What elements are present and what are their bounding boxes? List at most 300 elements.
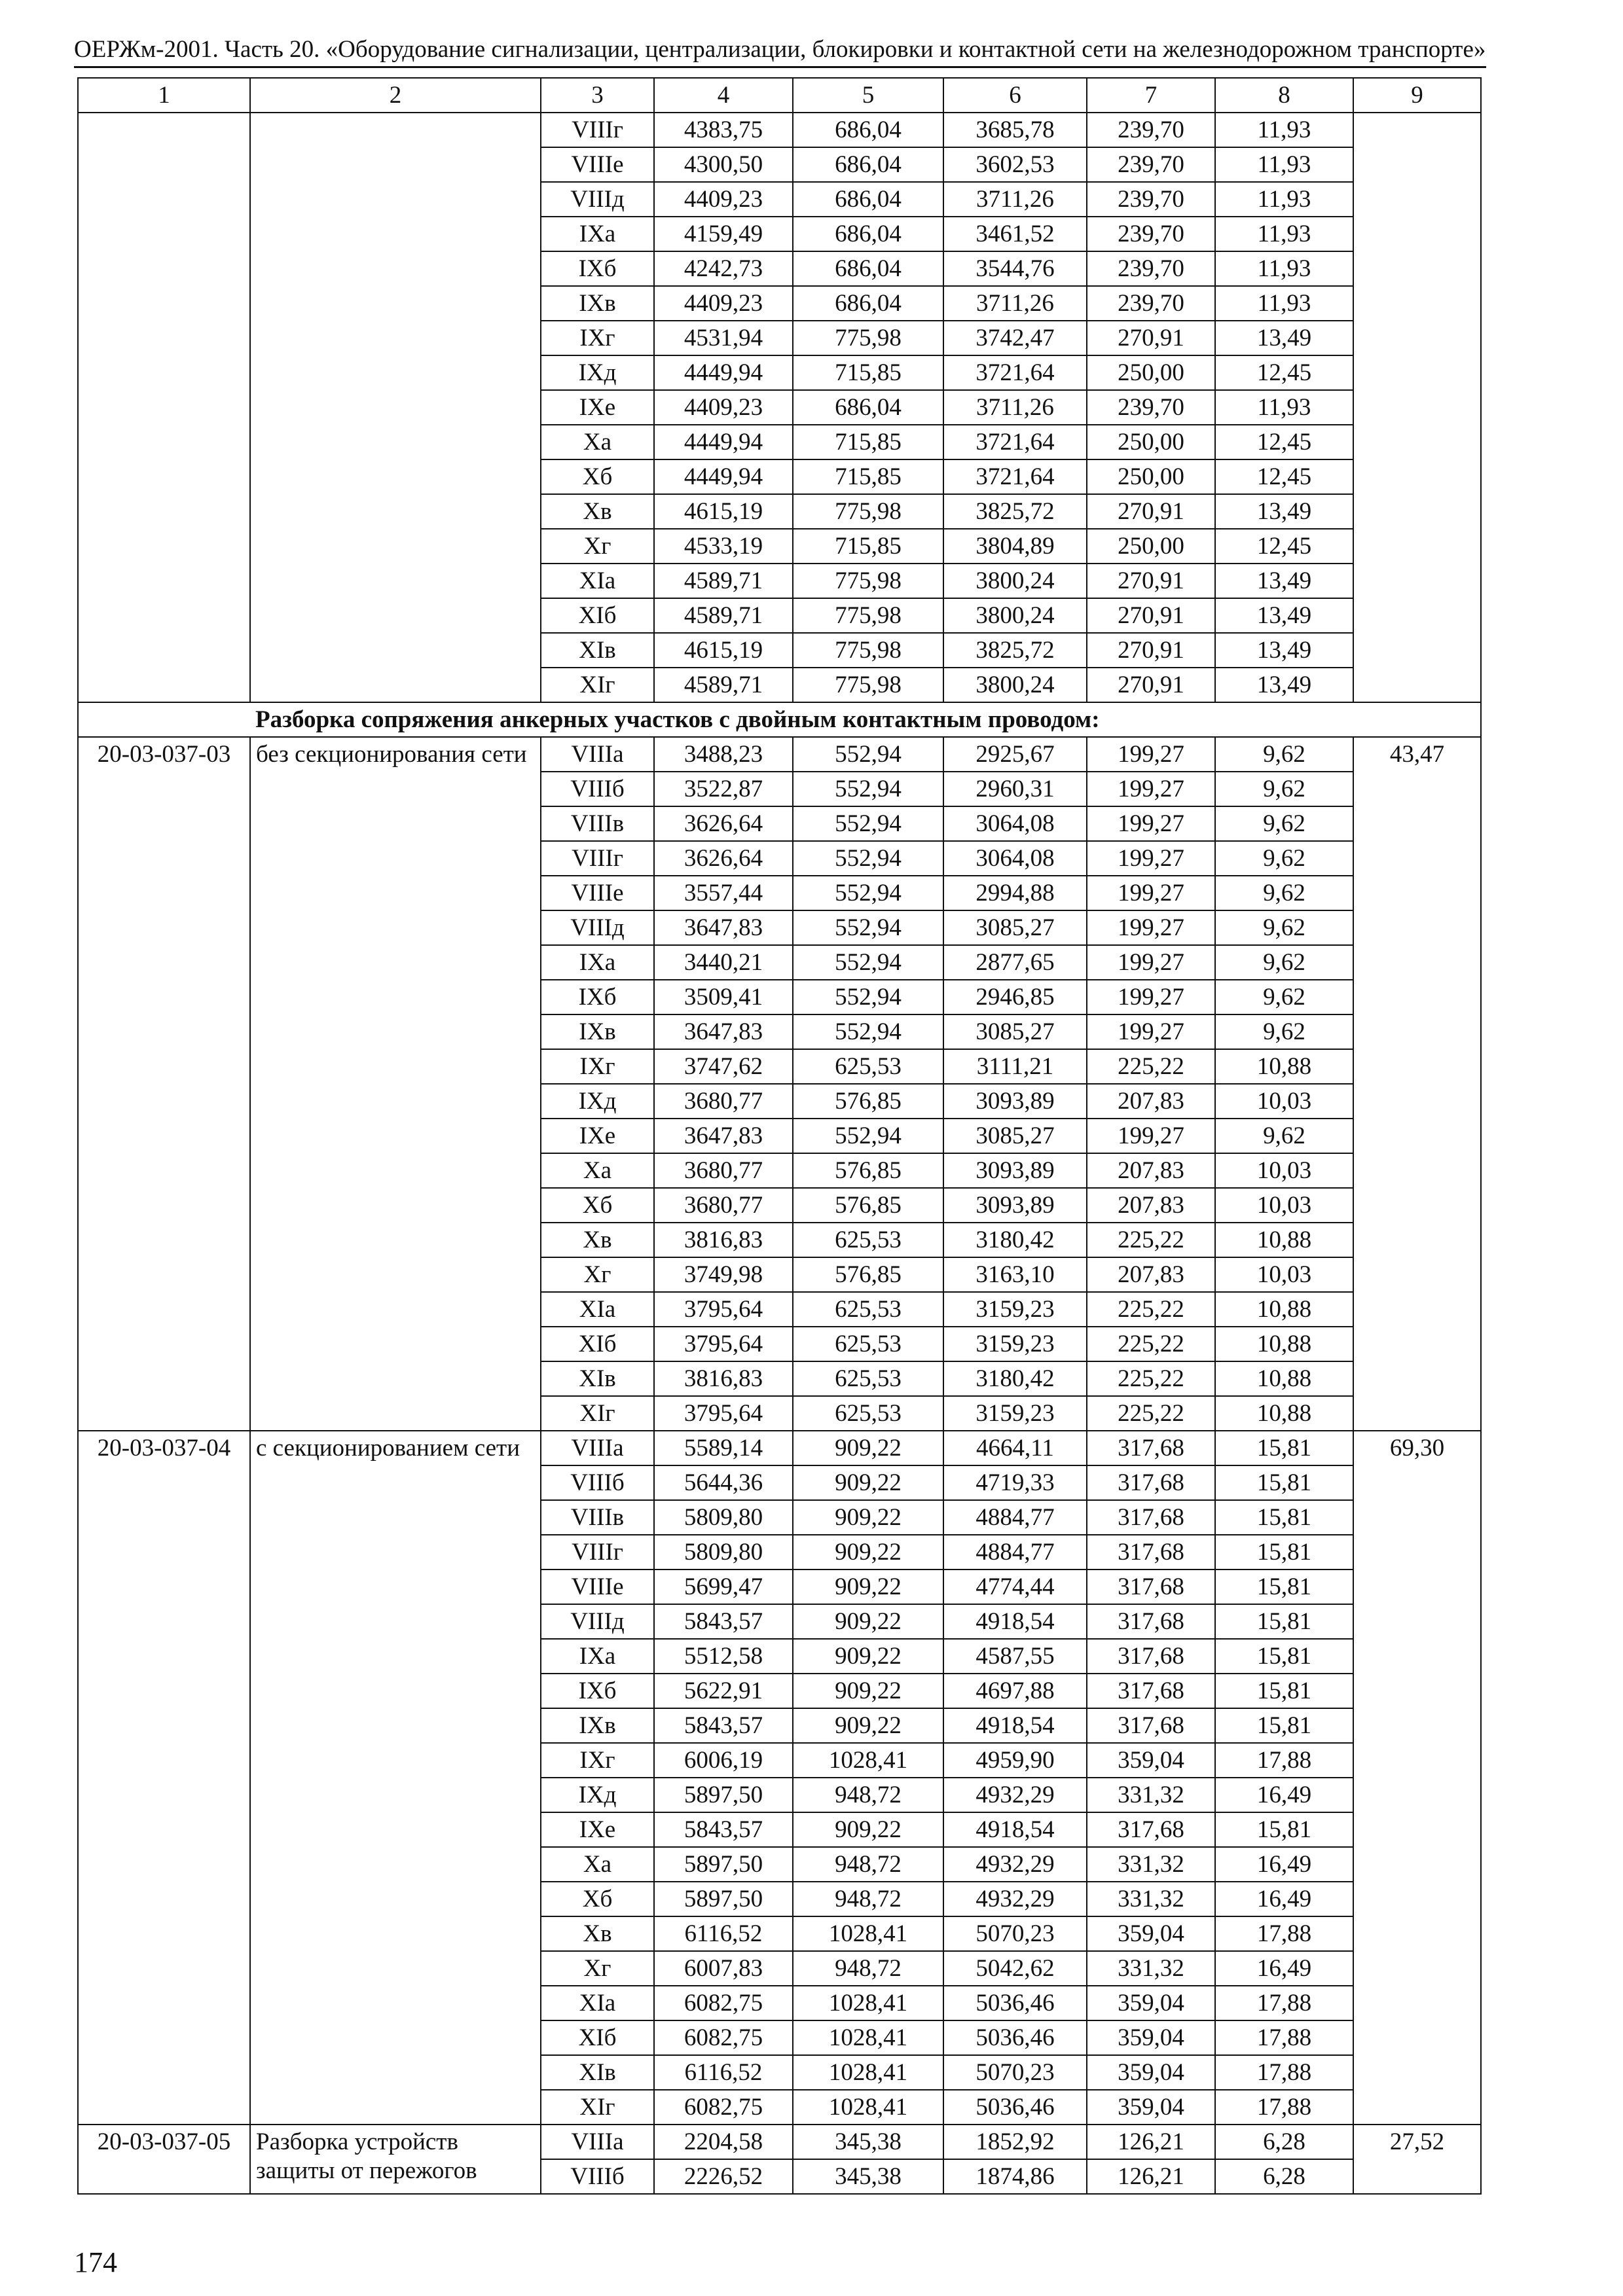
- materials-cell: 17,88: [1215, 2055, 1353, 2090]
- wind-region-cell: VIIIг: [541, 113, 654, 147]
- table-row: [78, 113, 1481, 147]
- wind-region-cell: VIIIе: [541, 876, 654, 910]
- machine-cost-cell: 4774,44: [943, 1570, 1087, 1604]
- total-cost-cell: 4409,23: [654, 390, 793, 425]
- wages-cell: 625,53: [793, 1361, 943, 1396]
- materials-cell: 15,81: [1215, 1465, 1353, 1500]
- wages-cell: 775,98: [793, 633, 943, 668]
- machinist-wages-cell: 239,70: [1087, 147, 1215, 182]
- wind-region-cell: Xг: [541, 529, 654, 564]
- machine-cost-cell: 4587,55: [943, 1639, 1087, 1674]
- total-cost-cell: 3816,83: [654, 1223, 793, 1257]
- machine-cost-cell: 3159,23: [943, 1396, 1087, 1431]
- wind-region-cell: IXа: [541, 945, 654, 980]
- wages-cell: 576,85: [793, 1153, 943, 1188]
- materials-cell: 13,49: [1215, 321, 1353, 355]
- machine-cost-cell: 5036,46: [943, 1986, 1087, 2020]
- wind-region-cell: VIIIб: [541, 2159, 654, 2194]
- materials-cell: 16,49: [1215, 1778, 1353, 1812]
- materials-cell: 17,88: [1215, 1743, 1353, 1778]
- wages-cell: 625,53: [793, 1292, 943, 1327]
- materials-cell: 6,28: [1215, 2125, 1353, 2159]
- total-cost-cell: 5809,80: [654, 1500, 793, 1535]
- total-cost-cell: 3680,77: [654, 1153, 793, 1188]
- wind-region-cell: XIа: [541, 564, 654, 598]
- machinist-wages-cell: 199,27: [1087, 737, 1215, 772]
- wages-cell: 1028,41: [793, 2055, 943, 2090]
- machinist-wages-cell: 317,68: [1087, 1570, 1215, 1604]
- materials-cell: 15,81: [1215, 1535, 1353, 1570]
- wind-region-cell: XIб: [541, 1327, 654, 1361]
- total-cost-cell: 5897,50: [654, 1778, 793, 1812]
- materials-cell: 15,81: [1215, 1812, 1353, 1847]
- total-cost-cell: 5809,80: [654, 1535, 793, 1570]
- wages-cell: 715,85: [793, 425, 943, 459]
- labor-cost-cell: 43,47: [1353, 737, 1481, 1431]
- materials-cell: 11,93: [1215, 390, 1353, 425]
- total-cost-cell: 4449,94: [654, 459, 793, 494]
- wind-region-cell: XIа: [541, 1986, 654, 2020]
- wind-region-cell: XIв: [541, 1361, 654, 1396]
- machinist-wages-cell: 331,32: [1087, 1951, 1215, 1986]
- wind-region-cell: IXд: [541, 355, 654, 390]
- wind-region-cell: XIв: [541, 2055, 654, 2090]
- machine-cost-cell: 3721,64: [943, 459, 1087, 494]
- materials-cell: 16,49: [1215, 1847, 1353, 1882]
- wind-region-cell: Xб: [541, 1188, 654, 1223]
- machinist-wages-cell: 207,83: [1087, 1257, 1215, 1292]
- total-cost-cell: 4449,94: [654, 355, 793, 390]
- section-title: Разборка сопряжения анкерных участков с двойным контактным проводом:: [78, 702, 1481, 737]
- machinist-wages-cell: 317,68: [1087, 1500, 1215, 1535]
- machinist-wages-cell: 225,22: [1087, 1361, 1215, 1396]
- wages-cell: 345,38: [793, 2125, 943, 2159]
- materials-cell: 10,88: [1215, 1327, 1353, 1361]
- wages-cell: 948,72: [793, 1882, 943, 1916]
- machine-cost-cell: 3159,23: [943, 1327, 1087, 1361]
- total-cost-cell: 5843,57: [654, 1604, 793, 1639]
- materials-cell: 11,93: [1215, 113, 1353, 147]
- column-number-header: 9: [1353, 78, 1481, 113]
- wages-cell: 345,38: [793, 2159, 943, 2194]
- machinist-wages-cell: 331,32: [1087, 1882, 1215, 1916]
- materials-cell: 13,49: [1215, 633, 1353, 668]
- wind-region-cell: VIIIе: [541, 147, 654, 182]
- wind-region-cell: IXе: [541, 390, 654, 425]
- total-cost-cell: 3680,77: [654, 1084, 793, 1119]
- machine-cost-cell: 3180,42: [943, 1223, 1087, 1257]
- wind-region-cell: IXа: [541, 1639, 654, 1674]
- materials-cell: 17,88: [1215, 1916, 1353, 1951]
- column-number-header: 4: [654, 78, 793, 113]
- machine-cost-cell: 3093,89: [943, 1188, 1087, 1223]
- wind-region-cell: VIIIг: [541, 841, 654, 876]
- materials-cell: 13,49: [1215, 564, 1353, 598]
- machine-cost-cell: 3711,26: [943, 390, 1087, 425]
- total-cost-cell: 4531,94: [654, 321, 793, 355]
- wind-region-cell: XIг: [541, 2090, 654, 2125]
- machine-cost-cell: 4959,90: [943, 1743, 1087, 1778]
- total-cost-cell: 4409,23: [654, 286, 793, 321]
- wind-region-cell: Xв: [541, 1223, 654, 1257]
- materials-cell: 10,88: [1215, 1223, 1353, 1257]
- wind-region-cell: VIIIд: [541, 1604, 654, 1639]
- machinist-wages-cell: 225,22: [1087, 1327, 1215, 1361]
- wind-region-cell: Xв: [541, 494, 654, 529]
- wind-region-cell: Xб: [541, 1882, 654, 1916]
- materials-cell: 6,28: [1215, 2159, 1353, 2194]
- machine-cost-cell: 3085,27: [943, 910, 1087, 945]
- machinist-wages-cell: 317,68: [1087, 1708, 1215, 1743]
- wages-cell: 948,72: [793, 1847, 943, 1882]
- machinist-wages-cell: 126,21: [1087, 2125, 1215, 2159]
- wages-cell: 552,94: [793, 980, 943, 1014]
- machine-cost-cell: 4918,54: [943, 1708, 1087, 1743]
- materials-cell: 12,45: [1215, 529, 1353, 564]
- machine-cost-cell: 2994,88: [943, 876, 1087, 910]
- column-number-header: 5: [793, 78, 943, 113]
- total-cost-cell: 5897,50: [654, 1882, 793, 1916]
- total-cost-cell: 5843,57: [654, 1708, 793, 1743]
- machinist-wages-cell: 199,27: [1087, 772, 1215, 806]
- total-cost-cell: 4383,75: [654, 113, 793, 147]
- wind-region-cell: VIIIд: [541, 182, 654, 217]
- machinist-wages-cell: 225,22: [1087, 1223, 1215, 1257]
- wind-region-cell: VIIIа: [541, 1431, 654, 1465]
- machine-cost-cell: 3064,08: [943, 806, 1087, 841]
- machinist-wages-cell: 250,00: [1087, 355, 1215, 390]
- wages-cell: 1028,41: [793, 2020, 943, 2055]
- machinist-wages-cell: 207,83: [1087, 1084, 1215, 1119]
- wages-cell: 948,72: [793, 1951, 943, 1986]
- total-cost-cell: 4589,71: [654, 598, 793, 633]
- materials-cell: 15,81: [1215, 1570, 1353, 1604]
- wages-cell: 625,53: [793, 1396, 943, 1431]
- wind-region-cell: IXв: [541, 1708, 654, 1743]
- machinist-wages-cell: 270,91: [1087, 494, 1215, 529]
- total-cost-cell: 3747,62: [654, 1049, 793, 1084]
- page-number: 174: [74, 2246, 117, 2278]
- total-cost-cell: 5699,47: [654, 1570, 793, 1604]
- materials-cell: 9,62: [1215, 1119, 1353, 1153]
- materials-cell: 9,62: [1215, 772, 1353, 806]
- wind-region-cell: Xг: [541, 1951, 654, 1986]
- machinist-wages-cell: 359,04: [1087, 2090, 1215, 2125]
- total-cost-cell: 5512,58: [654, 1639, 793, 1674]
- machine-cost-cell: 4932,29: [943, 1778, 1087, 1812]
- machinist-wages-cell: 239,70: [1087, 286, 1215, 321]
- machinist-wages-cell: 225,22: [1087, 1292, 1215, 1327]
- wages-cell: 576,85: [793, 1084, 943, 1119]
- machine-cost-cell: 4697,88: [943, 1674, 1087, 1708]
- wind-region-cell: VIIIа: [541, 2125, 654, 2159]
- wages-cell: 715,85: [793, 459, 943, 494]
- wages-cell: 909,22: [793, 1431, 943, 1465]
- machinist-wages-cell: 359,04: [1087, 2055, 1215, 2090]
- machinist-wages-cell: 317,68: [1087, 1604, 1215, 1639]
- wind-region-cell: Xб: [541, 459, 654, 494]
- wind-region-cell: VIIIб: [541, 1465, 654, 1500]
- machine-cost-cell: 3180,42: [943, 1361, 1087, 1396]
- column-number-header: 2: [250, 78, 541, 113]
- wages-cell: 775,98: [793, 668, 943, 702]
- materials-cell: 15,81: [1215, 1708, 1353, 1743]
- machinist-wages-cell: 317,68: [1087, 1812, 1215, 1847]
- wind-region-cell: Xа: [541, 1847, 654, 1882]
- machine-cost-cell: 5070,23: [943, 2055, 1087, 2090]
- total-cost-cell: 3795,64: [654, 1327, 793, 1361]
- materials-cell: 16,49: [1215, 1882, 1353, 1916]
- total-cost-cell: 3509,41: [654, 980, 793, 1014]
- machine-cost-cell: 3111,21: [943, 1049, 1087, 1084]
- total-cost-cell: 5843,57: [654, 1812, 793, 1847]
- rate-code: 20-03-037-03: [78, 737, 250, 1431]
- total-cost-cell: 3680,77: [654, 1188, 793, 1223]
- total-cost-cell: 6082,75: [654, 2090, 793, 2125]
- wind-region-cell: VIIIб: [541, 772, 654, 806]
- wind-region-cell: IXе: [541, 1812, 654, 1847]
- wages-cell: 1028,41: [793, 1916, 943, 1951]
- machinist-wages-cell: 199,27: [1087, 1014, 1215, 1049]
- machine-cost-cell: 5036,46: [943, 2020, 1087, 2055]
- section-title-row: [78, 702, 1481, 737]
- wind-region-cell: XIб: [541, 598, 654, 633]
- machine-cost-cell: 2946,85: [943, 980, 1087, 1014]
- machinist-wages-cell: 250,00: [1087, 425, 1215, 459]
- machinist-wages-cell: 250,00: [1087, 459, 1215, 494]
- machine-cost-cell: 2925,67: [943, 737, 1087, 772]
- wind-region-cell: VIIIе: [541, 1570, 654, 1604]
- machinist-wages-cell: 199,27: [1087, 1119, 1215, 1153]
- machine-cost-cell: 4932,29: [943, 1882, 1087, 1916]
- wages-cell: 909,22: [793, 1708, 943, 1743]
- machinist-wages-cell: 317,68: [1087, 1535, 1215, 1570]
- machinist-wages-cell: 270,91: [1087, 633, 1215, 668]
- labor-cost-cell: 27,52: [1353, 2125, 1481, 2194]
- column-number-row: [78, 78, 1481, 113]
- machine-cost-cell: 1874,86: [943, 2159, 1087, 2194]
- wages-cell: 576,85: [793, 1257, 943, 1292]
- machinist-wages-cell: 126,21: [1087, 2159, 1215, 2194]
- materials-cell: 15,81: [1215, 1604, 1353, 1639]
- machine-cost-cell: 2877,65: [943, 945, 1087, 980]
- wind-region-cell: IXе: [541, 1119, 654, 1153]
- machine-cost-cell: 4884,77: [943, 1500, 1087, 1535]
- machine-cost-cell: 3064,08: [943, 841, 1087, 876]
- materials-cell: 11,93: [1215, 286, 1353, 321]
- total-cost-cell: 2226,52: [654, 2159, 793, 2194]
- total-cost-cell: 3626,64: [654, 806, 793, 841]
- wages-cell: 1028,41: [793, 1986, 943, 2020]
- total-cost-cell: 4449,94: [654, 425, 793, 459]
- wages-cell: 775,98: [793, 494, 943, 529]
- wind-region-cell: IXб: [541, 251, 654, 286]
- total-cost-cell: 6116,52: [654, 1916, 793, 1951]
- machine-cost-cell: 3544,76: [943, 251, 1087, 286]
- machinist-wages-cell: 225,22: [1087, 1049, 1215, 1084]
- materials-cell: 10,88: [1215, 1361, 1353, 1396]
- machine-cost-cell: 1852,92: [943, 2125, 1087, 2159]
- total-cost-cell: 6007,83: [654, 1951, 793, 1986]
- materials-cell: 16,49: [1215, 1951, 1353, 1986]
- total-cost-cell: 3816,83: [654, 1361, 793, 1396]
- wages-cell: 948,72: [793, 1778, 943, 1812]
- machine-cost-cell: 3085,27: [943, 1119, 1087, 1153]
- wages-cell: 686,04: [793, 147, 943, 182]
- materials-cell: 9,62: [1215, 910, 1353, 945]
- wages-cell: 1028,41: [793, 2090, 943, 2125]
- machinist-wages-cell: 239,70: [1087, 113, 1215, 147]
- column-number-header: 7: [1087, 78, 1215, 113]
- materials-cell: 10,03: [1215, 1257, 1353, 1292]
- wages-cell: 909,22: [793, 1500, 943, 1535]
- machine-cost-cell: 5036,46: [943, 2090, 1087, 2125]
- machinist-wages-cell: 359,04: [1087, 1986, 1215, 2020]
- total-cost-cell: 6082,75: [654, 2020, 793, 2055]
- machine-cost-cell: 3825,72: [943, 633, 1087, 668]
- wind-region-cell: IXб: [541, 980, 654, 1014]
- materials-cell: 12,45: [1215, 425, 1353, 459]
- machinist-wages-cell: 199,27: [1087, 841, 1215, 876]
- machinist-wages-cell: 317,68: [1087, 1465, 1215, 1500]
- total-cost-cell: 3557,44: [654, 876, 793, 910]
- wages-cell: 552,94: [793, 841, 943, 876]
- materials-cell: 10,03: [1215, 1153, 1353, 1188]
- machine-cost-cell: 3742,47: [943, 321, 1087, 355]
- column-number-header: 6: [943, 78, 1087, 113]
- machine-cost-cell: 3800,24: [943, 564, 1087, 598]
- machinist-wages-cell: 199,27: [1087, 806, 1215, 841]
- wind-region-cell: XIг: [541, 1396, 654, 1431]
- total-cost-cell: 4533,19: [654, 529, 793, 564]
- table-row: [78, 1431, 1481, 1465]
- wages-cell: 909,22: [793, 1812, 943, 1847]
- wind-region-cell: VIIIг: [541, 1535, 654, 1570]
- machine-cost-cell: 2960,31: [943, 772, 1087, 806]
- machinist-wages-cell: 331,32: [1087, 1847, 1215, 1882]
- materials-cell: 10,03: [1215, 1084, 1353, 1119]
- total-cost-cell: 5644,36: [654, 1465, 793, 1500]
- wages-cell: 686,04: [793, 286, 943, 321]
- wind-region-cell: Xг: [541, 1257, 654, 1292]
- total-cost-cell: 4159,49: [654, 217, 793, 251]
- wind-region-cell: VIIIа: [541, 737, 654, 772]
- materials-cell: 17,88: [1215, 1986, 1353, 2020]
- materials-cell: 9,62: [1215, 737, 1353, 772]
- machine-cost-cell: 3685,78: [943, 113, 1087, 147]
- machinist-wages-cell: 317,68: [1087, 1674, 1215, 1708]
- machinist-wages-cell: 225,22: [1087, 1396, 1215, 1431]
- work-name: Разборка устройств защиты от пережогов: [250, 2125, 541, 2194]
- labor-cost-cell: [1353, 113, 1481, 702]
- table-row: [78, 2125, 1481, 2159]
- machine-cost-cell: 3800,24: [943, 668, 1087, 702]
- wages-cell: 552,94: [793, 945, 943, 980]
- wages-cell: 715,85: [793, 355, 943, 390]
- rate-code: 20-03-037-05: [78, 2125, 250, 2194]
- wind-region-cell: IXа: [541, 217, 654, 251]
- machinist-wages-cell: 199,27: [1087, 876, 1215, 910]
- table-body: [78, 113, 1481, 2194]
- machinist-wages-cell: 270,91: [1087, 668, 1215, 702]
- machine-cost-cell: 4918,54: [943, 1812, 1087, 1847]
- wind-region-cell: IXд: [541, 1084, 654, 1119]
- rate-code: [78, 113, 250, 702]
- column-number-header: 8: [1215, 78, 1353, 113]
- wages-cell: 552,94: [793, 772, 943, 806]
- materials-cell: 10,88: [1215, 1396, 1353, 1431]
- total-cost-cell: 4409,23: [654, 182, 793, 217]
- machine-cost-cell: 3711,26: [943, 182, 1087, 217]
- machinist-wages-cell: 270,91: [1087, 598, 1215, 633]
- wages-cell: 1028,41: [793, 1743, 943, 1778]
- wages-cell: 625,53: [793, 1049, 943, 1084]
- total-cost-cell: 2204,58: [654, 2125, 793, 2159]
- machinist-wages-cell: 239,70: [1087, 390, 1215, 425]
- wind-region-cell: VIIIв: [541, 1500, 654, 1535]
- machine-cost-cell: 3159,23: [943, 1292, 1087, 1327]
- total-cost-cell: 3749,98: [654, 1257, 793, 1292]
- running-header: ОЕРЖм-2001. Часть 20. «Оборудование сигнализации, централизации, блокировки и контактной сети на железнодорожном транспорте»: [74, 36, 1486, 63]
- wages-cell: 686,04: [793, 390, 943, 425]
- machinist-wages-cell: 270,91: [1087, 321, 1215, 355]
- wages-cell: 552,94: [793, 1014, 943, 1049]
- total-cost-cell: 5897,50: [654, 1847, 793, 1882]
- total-cost-cell: 5622,91: [654, 1674, 793, 1708]
- materials-cell: 15,81: [1215, 1431, 1353, 1465]
- machinist-wages-cell: 317,68: [1087, 1639, 1215, 1674]
- machinist-wages-cell: 317,68: [1087, 1431, 1215, 1465]
- wages-cell: 552,94: [793, 910, 943, 945]
- wind-region-cell: IXг: [541, 321, 654, 355]
- total-cost-cell: 3488,23: [654, 737, 793, 772]
- wages-cell: 552,94: [793, 806, 943, 841]
- total-cost-cell: 3795,64: [654, 1396, 793, 1431]
- materials-cell: 13,49: [1215, 598, 1353, 633]
- wages-cell: 625,53: [793, 1223, 943, 1257]
- machine-cost-cell: 4932,29: [943, 1847, 1087, 1882]
- materials-cell: 10,88: [1215, 1292, 1353, 1327]
- total-cost-cell: 4615,19: [654, 633, 793, 668]
- wages-cell: 552,94: [793, 737, 943, 772]
- materials-cell: 9,62: [1215, 1014, 1353, 1049]
- machinist-wages-cell: 331,32: [1087, 1778, 1215, 1812]
- total-cost-cell: 4589,71: [654, 564, 793, 598]
- materials-cell: 15,81: [1215, 1674, 1353, 1708]
- wages-cell: 686,04: [793, 182, 943, 217]
- materials-cell: 10,03: [1215, 1188, 1353, 1223]
- total-cost-cell: 6006,19: [654, 1743, 793, 1778]
- materials-cell: 12,45: [1215, 459, 1353, 494]
- machine-cost-cell: 3711,26: [943, 286, 1087, 321]
- materials-cell: 17,88: [1215, 2090, 1353, 2125]
- total-cost-cell: 3626,64: [654, 841, 793, 876]
- machinist-wages-cell: 359,04: [1087, 1916, 1215, 1951]
- wages-cell: 775,98: [793, 598, 943, 633]
- machine-cost-cell: 3800,24: [943, 598, 1087, 633]
- machine-cost-cell: 3602,53: [943, 147, 1087, 182]
- total-cost-cell: 6082,75: [654, 1986, 793, 2020]
- wages-cell: 775,98: [793, 321, 943, 355]
- machine-cost-cell: 3163,10: [943, 1257, 1087, 1292]
- wages-cell: 775,98: [793, 564, 943, 598]
- machine-cost-cell: 5070,23: [943, 1916, 1087, 1951]
- wind-region-cell: XIа: [541, 1292, 654, 1327]
- column-number-header: 1: [78, 78, 250, 113]
- machine-cost-cell: 3461,52: [943, 217, 1087, 251]
- wages-cell: 909,22: [793, 1570, 943, 1604]
- wind-region-cell: XIб: [541, 2020, 654, 2055]
